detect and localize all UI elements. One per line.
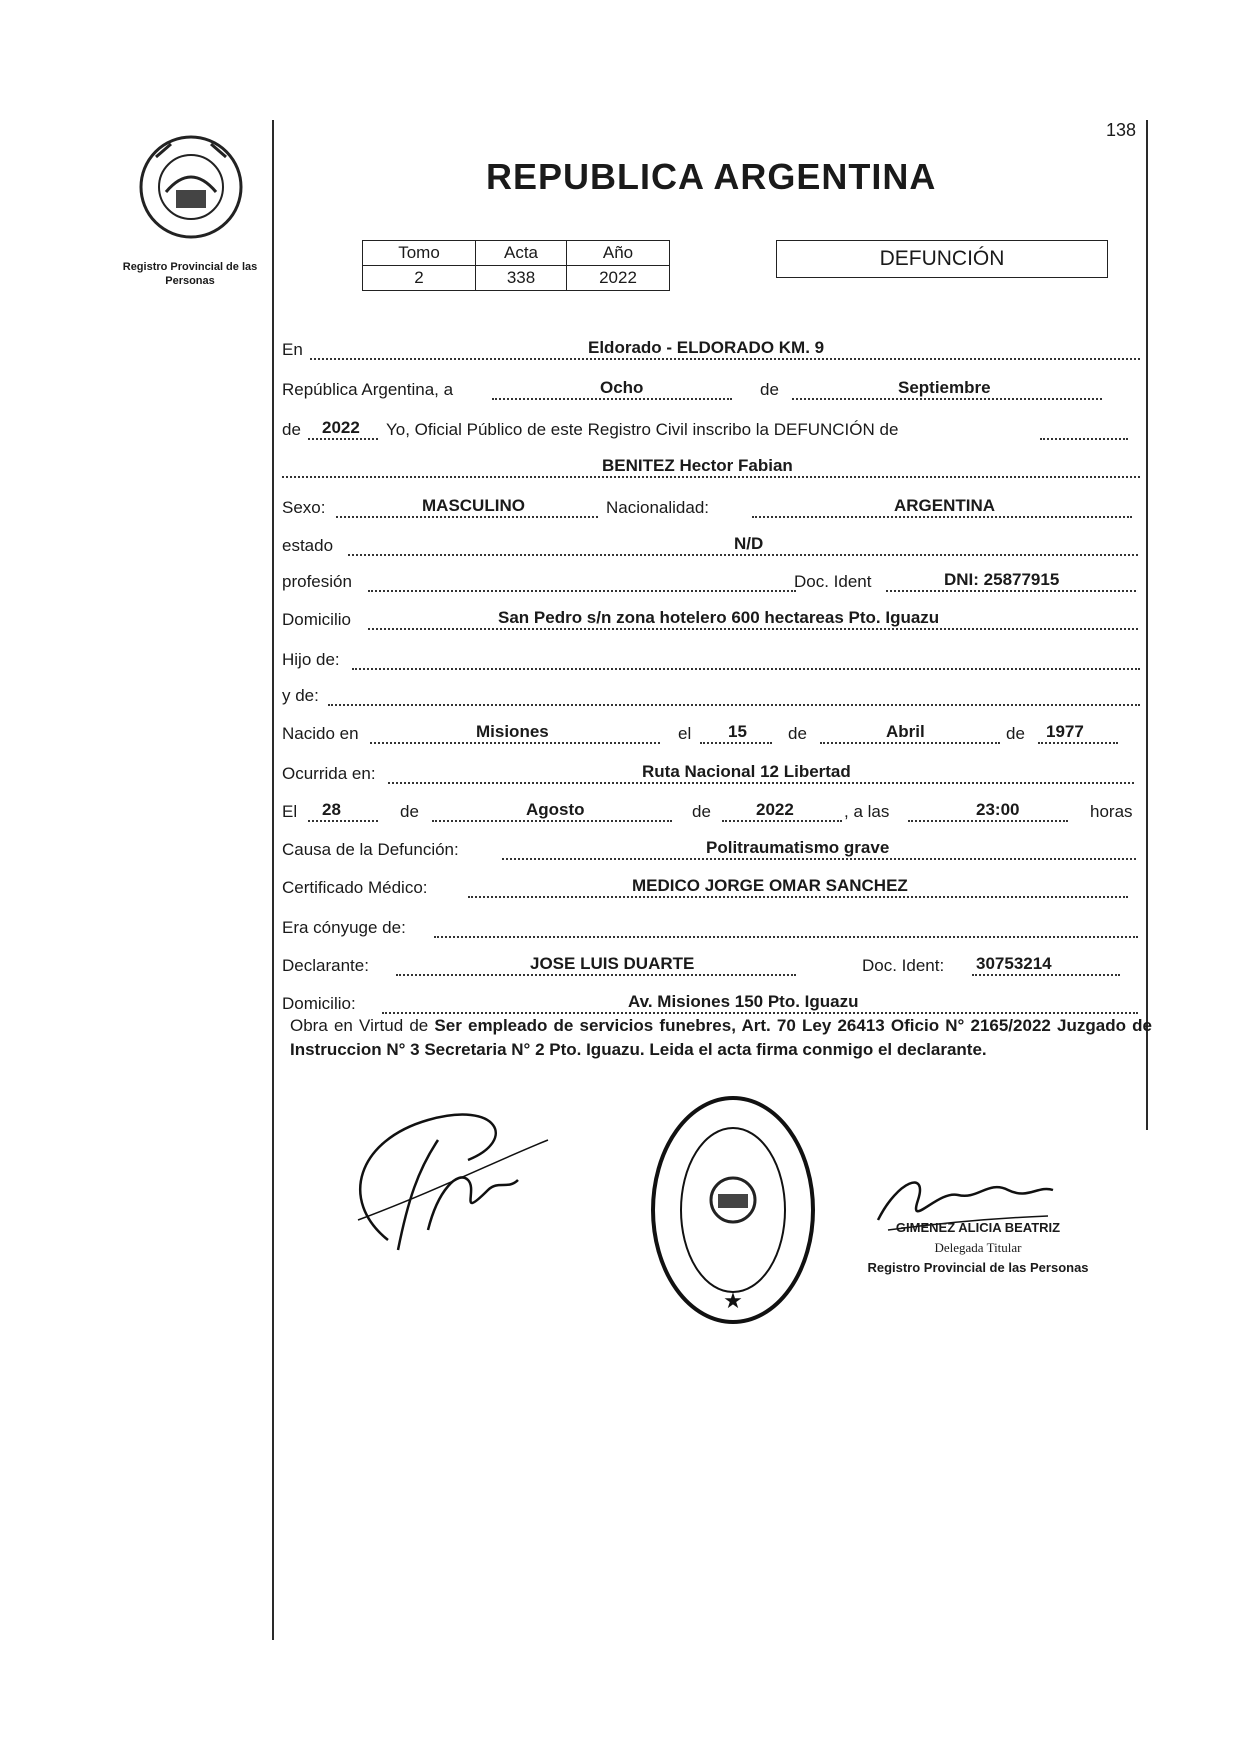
value-def-hora: 23:00: [976, 800, 1020, 819]
province-seal-icon: [136, 132, 246, 242]
dotted-line: [1038, 742, 1118, 744]
left-margin-line: [272, 120, 274, 1640]
dotted-line: [492, 398, 732, 400]
dotted-line: [370, 742, 660, 744]
dotted-line: [434, 936, 1138, 938]
dotted-line: [348, 554, 1138, 556]
value-obra: Ser empleado de servicios funebres, Art. 70 Ley 26413 Oficio N° 2165/2022 Juzgado de Instruccion N° 3 Secretaria N° 2 Pto. Iguazu. Leida el acta firma conmigo el declarante.: [290, 1016, 1152, 1059]
value-ocurrida: Ruta Nacional 12 Libertad: [642, 762, 851, 781]
label-horas: horas: [1090, 802, 1133, 821]
value-doc: DNI: 25877915: [944, 570, 1060, 589]
value-nacido-anio: 1977: [1046, 722, 1084, 741]
reference-table: [362, 240, 670, 291]
org-label: Registro Provincial de las Personas: [122, 261, 258, 287]
dotted-line: [820, 742, 1000, 744]
value-def-anio: 2022: [756, 800, 794, 819]
ref-value-anio: 2022: [567, 266, 670, 291]
dotted-line: [432, 820, 672, 822]
row-ocurrida: [282, 754, 1140, 788]
label-a-las: , a las: [844, 802, 890, 821]
row-fecha-defuncion: [282, 792, 1140, 826]
label-profesion: profesión: [282, 572, 352, 591]
label-en: En: [282, 340, 303, 359]
value-year: 2022: [322, 418, 360, 437]
value-def-mes: Agosto: [526, 800, 585, 819]
dotted-line: [792, 398, 1102, 400]
value-nacionalidad: ARGENTINA: [894, 496, 996, 515]
reference-header-row: [363, 241, 670, 266]
label-year-prefix: de: [282, 420, 301, 439]
value-decl-domicilio: Av. Misiones 150 Pto. Iguazu: [628, 992, 859, 1011]
row-certificado: [282, 868, 1140, 902]
dotted-line: [388, 782, 1134, 784]
label-y-de: y de:: [282, 686, 319, 705]
value-nacido-dia: 15: [728, 722, 747, 741]
registrar-block: [848, 1218, 1108, 1278]
label-el: el: [678, 724, 692, 743]
obra-paragraph: [290, 1014, 1152, 1062]
right-margin-line: [1146, 120, 1148, 1130]
dotted-line: [722, 820, 842, 822]
label-estado: estado: [282, 536, 334, 555]
label-republica: República Argentina, a: [282, 380, 454, 399]
label-statement: Yo, Oficial Público de este Registro Civil inscribo la DEFUNCIÓN de: [386, 420, 899, 439]
ref-value-tomo: 2: [363, 266, 476, 291]
dotted-line: [752, 516, 1132, 518]
dotted-line: [1040, 438, 1128, 440]
dotted-line: [396, 974, 796, 976]
label-certificado: Certificado Médico:: [282, 878, 428, 897]
record-type: DEFUNCIÓN: [776, 240, 1108, 278]
label-causa: Causa de la Defunción:: [282, 840, 459, 859]
row-date: [282, 370, 1140, 404]
dotted-line: [972, 974, 1120, 976]
value-estado: N/D: [734, 534, 764, 553]
dotted-line: [310, 358, 1140, 360]
page-title: REPUBLICA ARGENTINA: [486, 156, 937, 197]
dotted-line: [308, 438, 378, 440]
dotted-line: [328, 704, 1140, 706]
page-number: 138: [1106, 120, 1137, 140]
dotted-line: [502, 858, 1136, 860]
label-decl-domicilio: Domicilio:: [282, 994, 356, 1013]
value-certificado: MEDICO JORGE OMAR SANCHEZ: [632, 876, 908, 895]
row-domicilio: [282, 600, 1140, 634]
dotted-line: [700, 742, 772, 744]
value-def-dia: 28: [322, 800, 341, 819]
value-dia: Ocho: [600, 378, 644, 397]
dotted-line: [886, 590, 1136, 592]
row-declarante: [282, 946, 1140, 980]
label-sexo: Sexo:: [282, 498, 326, 517]
ref-header-tomo: Tomo: [363, 241, 476, 266]
value-location: Eldorado - ELDORADO KM. 9: [588, 338, 825, 357]
registrar-name: GIMENEZ ALICIA BEATRIZ: [895, 1220, 1061, 1235]
row-sexo: [282, 488, 1140, 522]
value-nacido-lugar: Misiones: [476, 722, 549, 741]
label-el2: El: [282, 802, 298, 821]
value-deceased-name: BENITEZ Hector Fabian: [602, 456, 793, 475]
dotted-line: [282, 476, 1140, 478]
label-ocurrida: Ocurrida en:: [282, 764, 376, 783]
label-declarante: Declarante:: [282, 956, 369, 975]
ref-value-acta: 338: [476, 266, 567, 291]
dotted-line: [336, 516, 598, 518]
value-declarante: JOSE LUIS DUARTE: [530, 954, 695, 973]
dotted-line: [468, 896, 1128, 898]
ref-header-anio: Año: [567, 241, 670, 266]
value-mes: Septiembre: [898, 378, 991, 397]
dotted-line: [352, 668, 1140, 670]
label-nacido: Nacido en: [282, 724, 359, 743]
value-sexo: MASCULINO: [422, 496, 525, 515]
label-nacionalidad: Nacionalidad:: [606, 498, 710, 517]
registry-stamp-icon: [648, 1090, 818, 1330]
reference-value-row: [363, 266, 670, 291]
label-hijo: Hijo de:: [282, 650, 340, 669]
row-decl-domicilio: [282, 984, 1140, 1018]
row-deceased-name: [282, 448, 1140, 482]
row-causa: [282, 830, 1140, 864]
dotted-line: [368, 590, 796, 592]
row-location: [282, 330, 1140, 364]
label-de: de: [760, 380, 779, 399]
declarant-signature-icon: [318, 1080, 558, 1270]
row-estado: [282, 526, 1140, 560]
row-hijo: [282, 640, 1140, 674]
label-nacido-de1: de: [788, 724, 807, 743]
value-domicilio: San Pedro s/n zona hotelero 600 hectareas Pto. Iguazu: [498, 608, 940, 627]
dotted-line: [368, 628, 1138, 630]
label-obra: Obra en Virtud de: [290, 1016, 429, 1035]
label-decl-doc: Doc. Ident:: [862, 956, 945, 975]
dotted-line: [908, 820, 1068, 822]
registrar-org: Registro Provincial de las Personas: [867, 1260, 1089, 1275]
label-def-de1: de: [400, 802, 419, 821]
row-nacido: [282, 714, 1140, 748]
value-nacido-mes: Abril: [886, 722, 925, 741]
label-domicilio: Domicilio: [282, 610, 351, 629]
label-doc: Doc. Ident: [794, 572, 872, 591]
row-statement: [282, 410, 1140, 444]
row-y-de: [282, 676, 1140, 710]
ref-header-acta: Acta: [476, 241, 567, 266]
value-decl-doc: 30753214: [976, 954, 1052, 973]
label-nacido-de2: de: [1006, 724, 1025, 743]
label-def-de2: de: [692, 802, 711, 821]
svg-text:★: ★: [723, 1288, 743, 1313]
row-profesion: [282, 562, 1140, 596]
dotted-line: [308, 820, 378, 822]
registrar-role: Delegada Titular: [934, 1240, 1022, 1255]
value-causa: Politraumatismo grave: [706, 838, 890, 857]
row-conyuge: [282, 908, 1140, 942]
label-conyuge: Era cónyuge de:: [282, 918, 406, 937]
